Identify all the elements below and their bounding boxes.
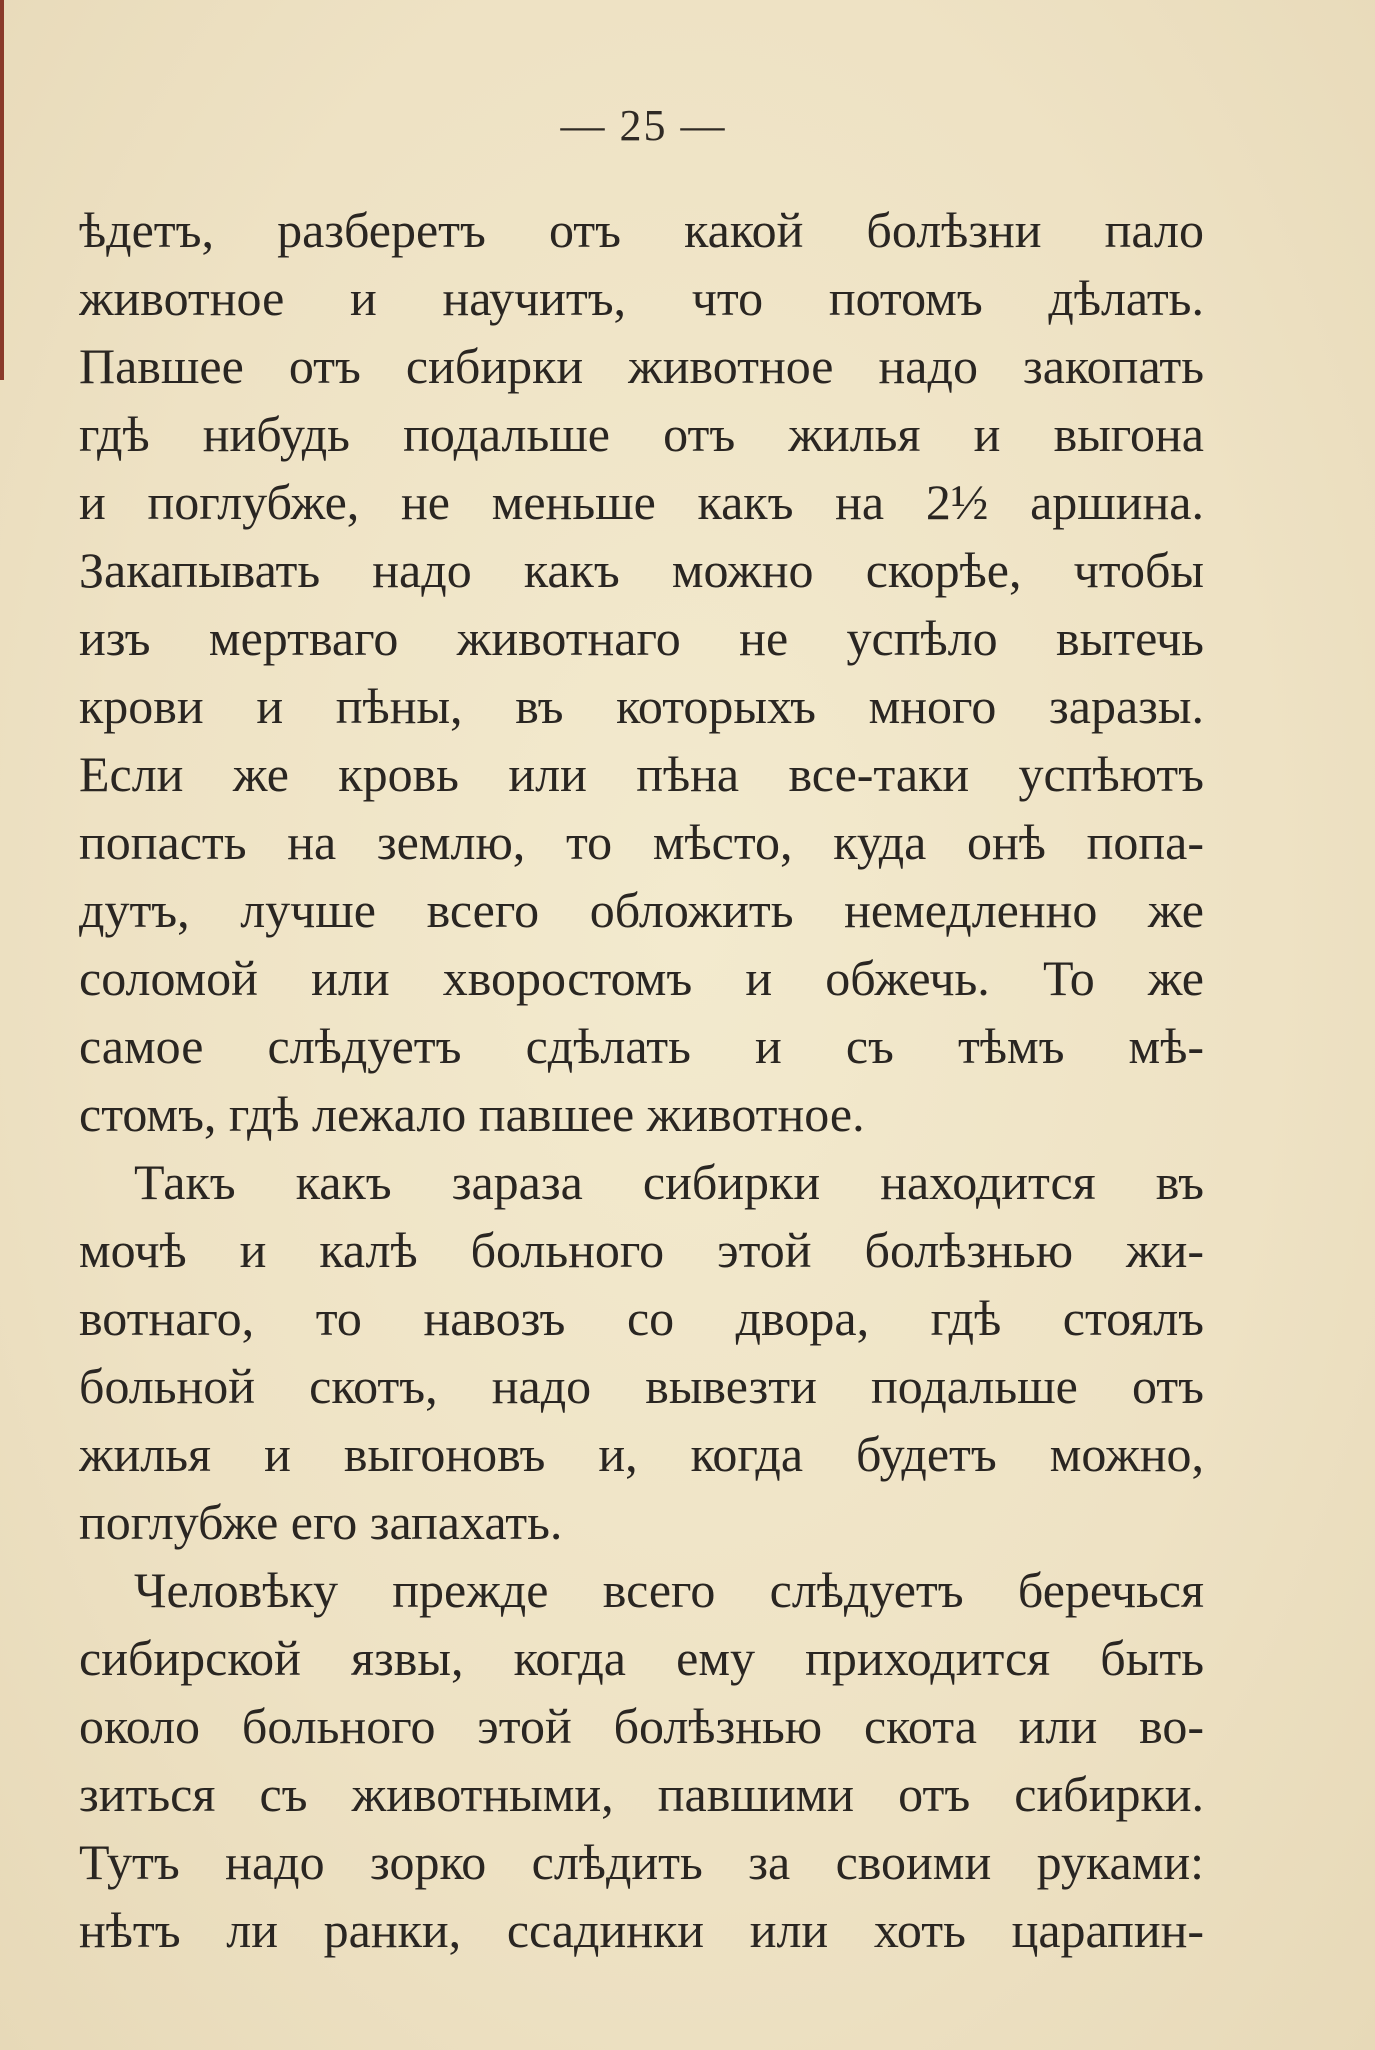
body-text bbox=[79, 196, 1204, 1964]
page-edge-stain bbox=[0, 0, 4, 380]
text-line: крови и пѣны, въ которыхъ много заразы. bbox=[79, 678, 1204, 734]
text-line: изъ мертваго животнаго не успѣло вытечь bbox=[79, 610, 1204, 666]
text-line: гдѣ нибудь подальше отъ жилья и выгона bbox=[79, 406, 1204, 462]
text-line: попасть на землю, то мѣсто, куда онѣ попа- bbox=[79, 814, 1204, 870]
text-line: стомъ, гдѣ лежало павшее животное. bbox=[79, 1086, 865, 1142]
text-line: больной скотъ, надо вывезти подальше отъ bbox=[79, 1358, 1204, 1414]
text-line: Тутъ надо зорко слѣдить за своими руками: bbox=[79, 1834, 1204, 1890]
text-line: и поглубже, не меньше какъ на 2½ аршина. bbox=[79, 474, 1204, 530]
page-number: — 25 — bbox=[560, 101, 727, 150]
text-line: Человѣку прежде всего слѣдуетъ беречься bbox=[134, 1562, 1204, 1618]
text-line: Такъ какъ зараза сибирки находится въ bbox=[134, 1154, 1204, 1210]
text-line: поглубже его запахать. bbox=[79, 1494, 563, 1550]
text-line: жилья и выгоновъ и, когда будетъ можно, bbox=[79, 1426, 1204, 1482]
text-line: около больного этой болѣзнью скота или во- bbox=[79, 1698, 1204, 1754]
text-line: вотнаго, то навозъ со двора, гдѣ стоялъ bbox=[79, 1290, 1204, 1346]
text-line: Павшее отъ сибирки животное надо закопать bbox=[79, 338, 1204, 394]
text-line: Закапывать надо какъ можно скорѣе, чтобы bbox=[79, 542, 1204, 598]
text-line: мочѣ и калѣ больного этой болѣзнью жи- bbox=[79, 1222, 1204, 1278]
text-line: сибирской язвы, когда ему приходится быть bbox=[79, 1630, 1204, 1686]
text-line: дутъ, лучше всего обложить немедленно же bbox=[79, 882, 1204, 938]
text-line: животное и научитъ, что потомъ дѣлать. bbox=[79, 270, 1204, 326]
text-line: нѣтъ ли ранки, ссадинки или хоть царапин- bbox=[79, 1902, 1204, 1958]
text-line: зиться съ животными, павшими отъ сибирки. bbox=[79, 1766, 1204, 1822]
text-line: Если же кровь или пѣна все-таки успѣютъ bbox=[79, 746, 1204, 802]
text-line: соломой или хворостомъ и обжечь. То же bbox=[79, 950, 1204, 1006]
text-line: самое слѣдуетъ сдѣлать и съ тѣмъ мѣ- bbox=[79, 1018, 1204, 1074]
text-line: ѣдетъ, разберетъ отъ какой болѣзни пало bbox=[79, 202, 1204, 258]
